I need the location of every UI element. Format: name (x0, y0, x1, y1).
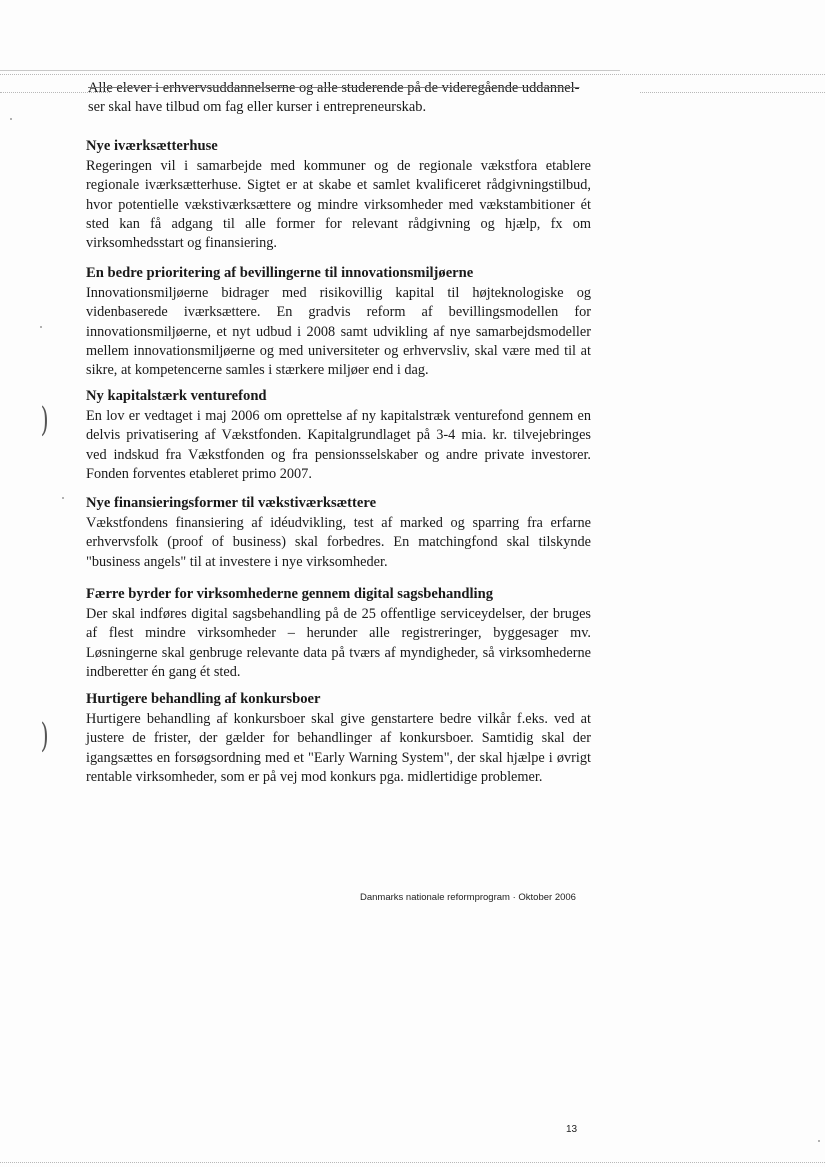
section-body: Regeringen vil i samarbejde med kommuner og de regionale vækstfora etablere regionale iværksætterhuse. Sigtet er at skabe et samlet kvalificeret rådgivningstilbud, hvor potentielle vækstiværksættere og mindre virksomheder med vækstambitioner ét sted kan få adgang til alle former for relevant rådgivning og hjælp, fx om virksomhedsstart og finansiering. (86, 158, 591, 252)
intro-struck-text: Alle elever i erhvervsuddannelserne og alle studerende på de videregående uddannel- (88, 80, 580, 96)
section-heading: En bedre prioritering af bevillingerne til innovationsmiljøerne (86, 265, 474, 281)
intro-continuation-text: ser skal have tilbud om fag eller kurser i entrepreneurskab. (88, 99, 427, 115)
scan-artifact-dot (62, 497, 64, 499)
scan-artifact-line (0, 70, 620, 71)
footer-reference: Danmarks nationale reformprogram · Oktober 2006 (360, 892, 576, 903)
scan-artifact-line (0, 74, 825, 75)
section-finansieringsformer (86, 494, 591, 572)
section-body: Innovationsmiljøerne bidrager med risikovillig kapital til højteknologiske og videnbaserede iværksættere. En gradvis reform af bevillingsmodellen for innovationsmiljøerne, et nyt udbud i 2008 samt udvikling af nye samarbejdsmodeller mellem innovationsmiljøerne og med universiteter og erhvervsliv, skal være med til at sikre, at kompetencerne samles i stærkere miljøer end i dag. (86, 285, 591, 379)
section-iværksætterhuse (86, 137, 591, 253)
section-body: Der skal indføres digital sagsbehandling på de 25 offentlige serviceydelser, der bruges af flest mindre virksomheder – herunder alle registreringer, byggesager mv. Løsningerne skal genbruge relevante data på tværs af myndigheder, så virksomhederne indberetter én gang ét sted. (86, 606, 591, 680)
section-body: Vækstfondens finansiering af idéudvikling, test af marked og sparring fra erfarne erhvervsfolk (proof of business) skal forbedres. En matchingfond skal tilskynde "business angels" til at investere i nye virksomheder. (86, 515, 591, 570)
section-body: En lov er vedtaget i maj 2006 om oprettelse af ny kapitalstræk venturefond gennem en delvis privatisering af Vækstfonden. Kapitalgrundlaget på 3-4 mia. kr. tilvejebringes ved indskud fra Vækstfonden og fra pensionsselskaber og andre private investorer. Fonden forventes etableret primo 2007. (86, 408, 591, 482)
section-innovationsmiljøer (86, 264, 591, 380)
section-heading: Hurtigere behandling af konkursboer (86, 691, 321, 707)
section-body: Hurtigere behandling af konkursboer skal give genstartere bedre vilkår f.eks. ved at justere de frister, der gælder for behandlinger af konkursboer. Samtidig skal der igangsættes en forsøgsordning med et "Early Warning System", der skal hjælpe i øvrigt rentable virksomheder, som er på vej mod konkurs pga. midlertidige problemer. (86, 711, 591, 785)
section-heading: Nye iværksætterhuse (86, 138, 218, 154)
section-heading: Nye finansieringsformer til vækstiværksættere (86, 495, 377, 511)
section-heading: Færre byrder for virksomhederne gennem digital sagsbehandling (86, 586, 494, 602)
binding-hole-mark: ) (40, 400, 49, 440)
section-heading: Ny kapitalstærk venturefond (86, 388, 267, 404)
scan-artifact-line (640, 92, 825, 93)
scan-artifact-line (0, 1162, 825, 1163)
scan-artifact-dot (40, 326, 42, 328)
binding-hole-mark: ) (40, 716, 49, 756)
scan-artifact-dot (818, 1140, 820, 1142)
intro-paragraph (88, 79, 608, 117)
page-number: 13 (566, 1124, 578, 1135)
section-venturefond (86, 387, 591, 484)
section-konkursboer (86, 690, 591, 787)
scan-artifact-dot (10, 118, 12, 120)
section-digital-sagsbehandling (86, 585, 591, 682)
